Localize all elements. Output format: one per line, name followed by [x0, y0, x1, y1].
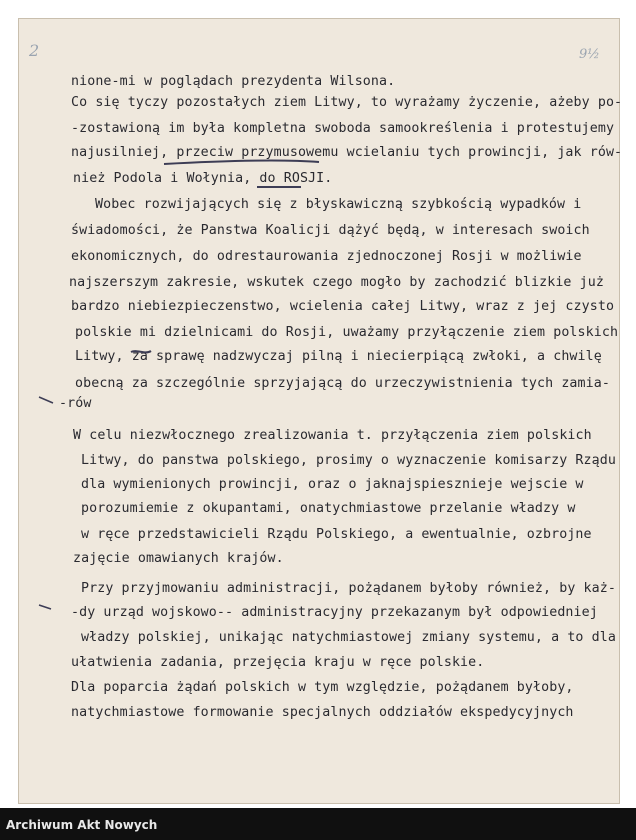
margin-note-left: 2 — [29, 41, 40, 60]
text-line: polskie mi dzielnicami do Rosji, uważamy przyłączenie ziem polskich — [75, 325, 619, 340]
pen-annotations — [19, 19, 621, 805]
text-line: ułatwienia zadania, przejęcia kraju w ręce polskie. — [71, 655, 485, 670]
text-line: dla wymienionych prowincji, oraz o jaknajspiesznieje wejscie w — [81, 477, 584, 492]
archive-name: Archiwum Akt Nowych — [6, 818, 158, 832]
text-line: Przy przyjmowaniu administracji, pożądanem byłoby również, by każ- — [81, 581, 616, 596]
text-line: natychmiastowe formowanie specjalnych oddziałów ekspedycyjnych — [71, 705, 574, 720]
text-line: zajęcie omawianych krajów. — [73, 551, 284, 566]
text-line: Litwy, za sprawę nadzwyczaj pilną i niecierpiącą zwłoki, a chwilę — [75, 349, 602, 364]
hyphen-mark — [39, 397, 53, 403]
text-line: Co się tyczy pozostałych ziem Litwy, to wyrażamy życzenie, ażeby po- — [71, 95, 623, 110]
text-line: nione-mi w poglądach prezydenta Wilsona. — [71, 74, 396, 89]
text-line: nież Podola i Wołynia, do ROSJI. — [73, 171, 333, 186]
text-line: W celu niezwłocznego zrealizowania t. przyłączenia ziem polskich — [73, 428, 592, 443]
text-line: ekonomicznych, do odrestaurowania zjednoczonej Rosji w możliwie — [71, 249, 582, 264]
underline-mark — [164, 161, 319, 164]
text-line: Litwy, do panstwa polskiego, prosimy o wyznaczenie komisarzy Rządu — [81, 453, 616, 468]
text-line: władzy polskiej, unikając natychmiastowej zmiany systemu, a to dla — [81, 630, 616, 645]
text-line: porozumiemie z okupantami, onatychmiastowe przelanie władzy w — [81, 501, 576, 516]
text-line: świadomości, że Panstwa Koalicji dążyć będą, w interesach swoich — [71, 223, 590, 238]
text-line: -rów — [59, 396, 92, 411]
text-line: -zostawioną im była kompletna swoboda samookreślenia i protestujemy — [71, 121, 615, 136]
text-line: Wobec rozwijających się z błyskawiczną szybkością wypadków i — [95, 197, 582, 212]
text-line: najusilniej, przeciw przymusowemu wcielaniu tych prowincji, jak rów- — [71, 145, 623, 160]
margin-note-right: 9½ — [579, 47, 600, 62]
text-line: najszerszym zakresie, wskutek czego mogło by zachodzić blizkie już — [69, 275, 604, 290]
document-page — [18, 18, 623, 804]
text-line: w ręce przedstawicieli Rządu Polskiego, a ewentualnie, ozbrojne — [81, 527, 592, 542]
text-line: -dy urząd wojskowo-- administracyjny przekazanym był odpowiedniej — [71, 605, 598, 620]
hyphen-mark — [39, 605, 51, 609]
text-line: obecną za szczególnie sprzyjającą do urzeczywistnienia tych zamia- — [75, 376, 610, 391]
text-line: Dla poparcia żądań polskich w tym względzie, pożądanem byłoby, — [71, 680, 574, 695]
strike-mark — [131, 351, 151, 352]
archive-footer — [0, 808, 636, 840]
text-line: bardzo niebiezpieczenstwo, wcielenia całej Litwy, wraz z jej czysto — [71, 299, 615, 314]
